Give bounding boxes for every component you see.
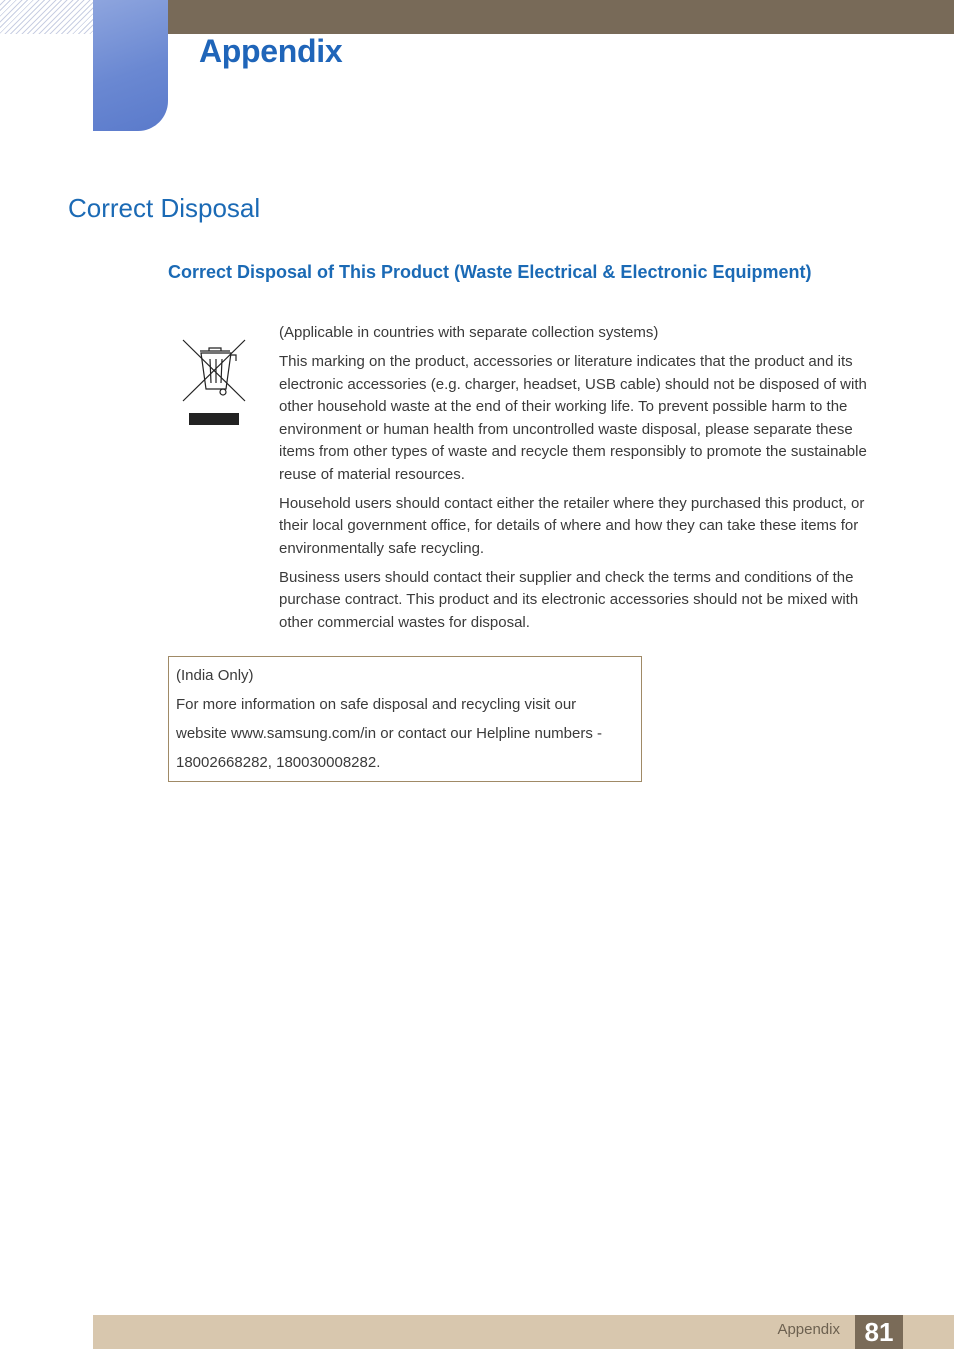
note-line: (India Only) — [176, 667, 254, 684]
crossed-out-wheelie-bin-icon — [180, 337, 248, 429]
note-line: website www.samsung.com/in or contact our Helpline numbers - — [176, 725, 603, 742]
subsection-title: Correct Disposal of This Product (Waste Electrical & Electronic Equipment) — [168, 262, 812, 282]
note-line: For more information on safe disposal and recycling visit our — [176, 696, 577, 713]
footer-section-label: Appendix — [777, 1321, 840, 1338]
paragraph-marking: This marking on the product, accessories or literature indicates that the product and its electronic accessories (e.g. charger, headset, USB cable) should not be disposed of with other household waste at the end of their working life. To prevent possible harm to the environment or human health from uncontrolled waste disposal, please separate these items from other types of waste and recycle them responsibly to promote the sustainable reuse of material resources. — [279, 353, 867, 483]
section-title: Correct Disposal — [68, 193, 261, 223]
page-number: 81 — [855, 1315, 903, 1349]
india-note-box — [168, 656, 642, 782]
chapter-tab — [93, 0, 168, 131]
note-line: 18002668282, 180030008282. — [176, 754, 381, 771]
header-hatch-decoration — [0, 0, 93, 34]
disposal-body-text — [279, 322, 881, 641]
applicability-note: (Applicable in countries with separate collection systems) — [279, 324, 659, 341]
header-bar — [168, 0, 954, 34]
chapter-title: Appendix — [199, 33, 343, 69]
paragraph-business-users: Business users should contact their supplier and check the terms and conditions of the purchase contract. This product and its electronic accessories should not be mixed with other commercial wastes for disposal. — [279, 568, 859, 631]
paragraph-household-users: Household users should contact either the retailer where they purchased this product, or their local government office, for details of where and how they can take these items for environmentally safe recycling. — [279, 494, 865, 557]
